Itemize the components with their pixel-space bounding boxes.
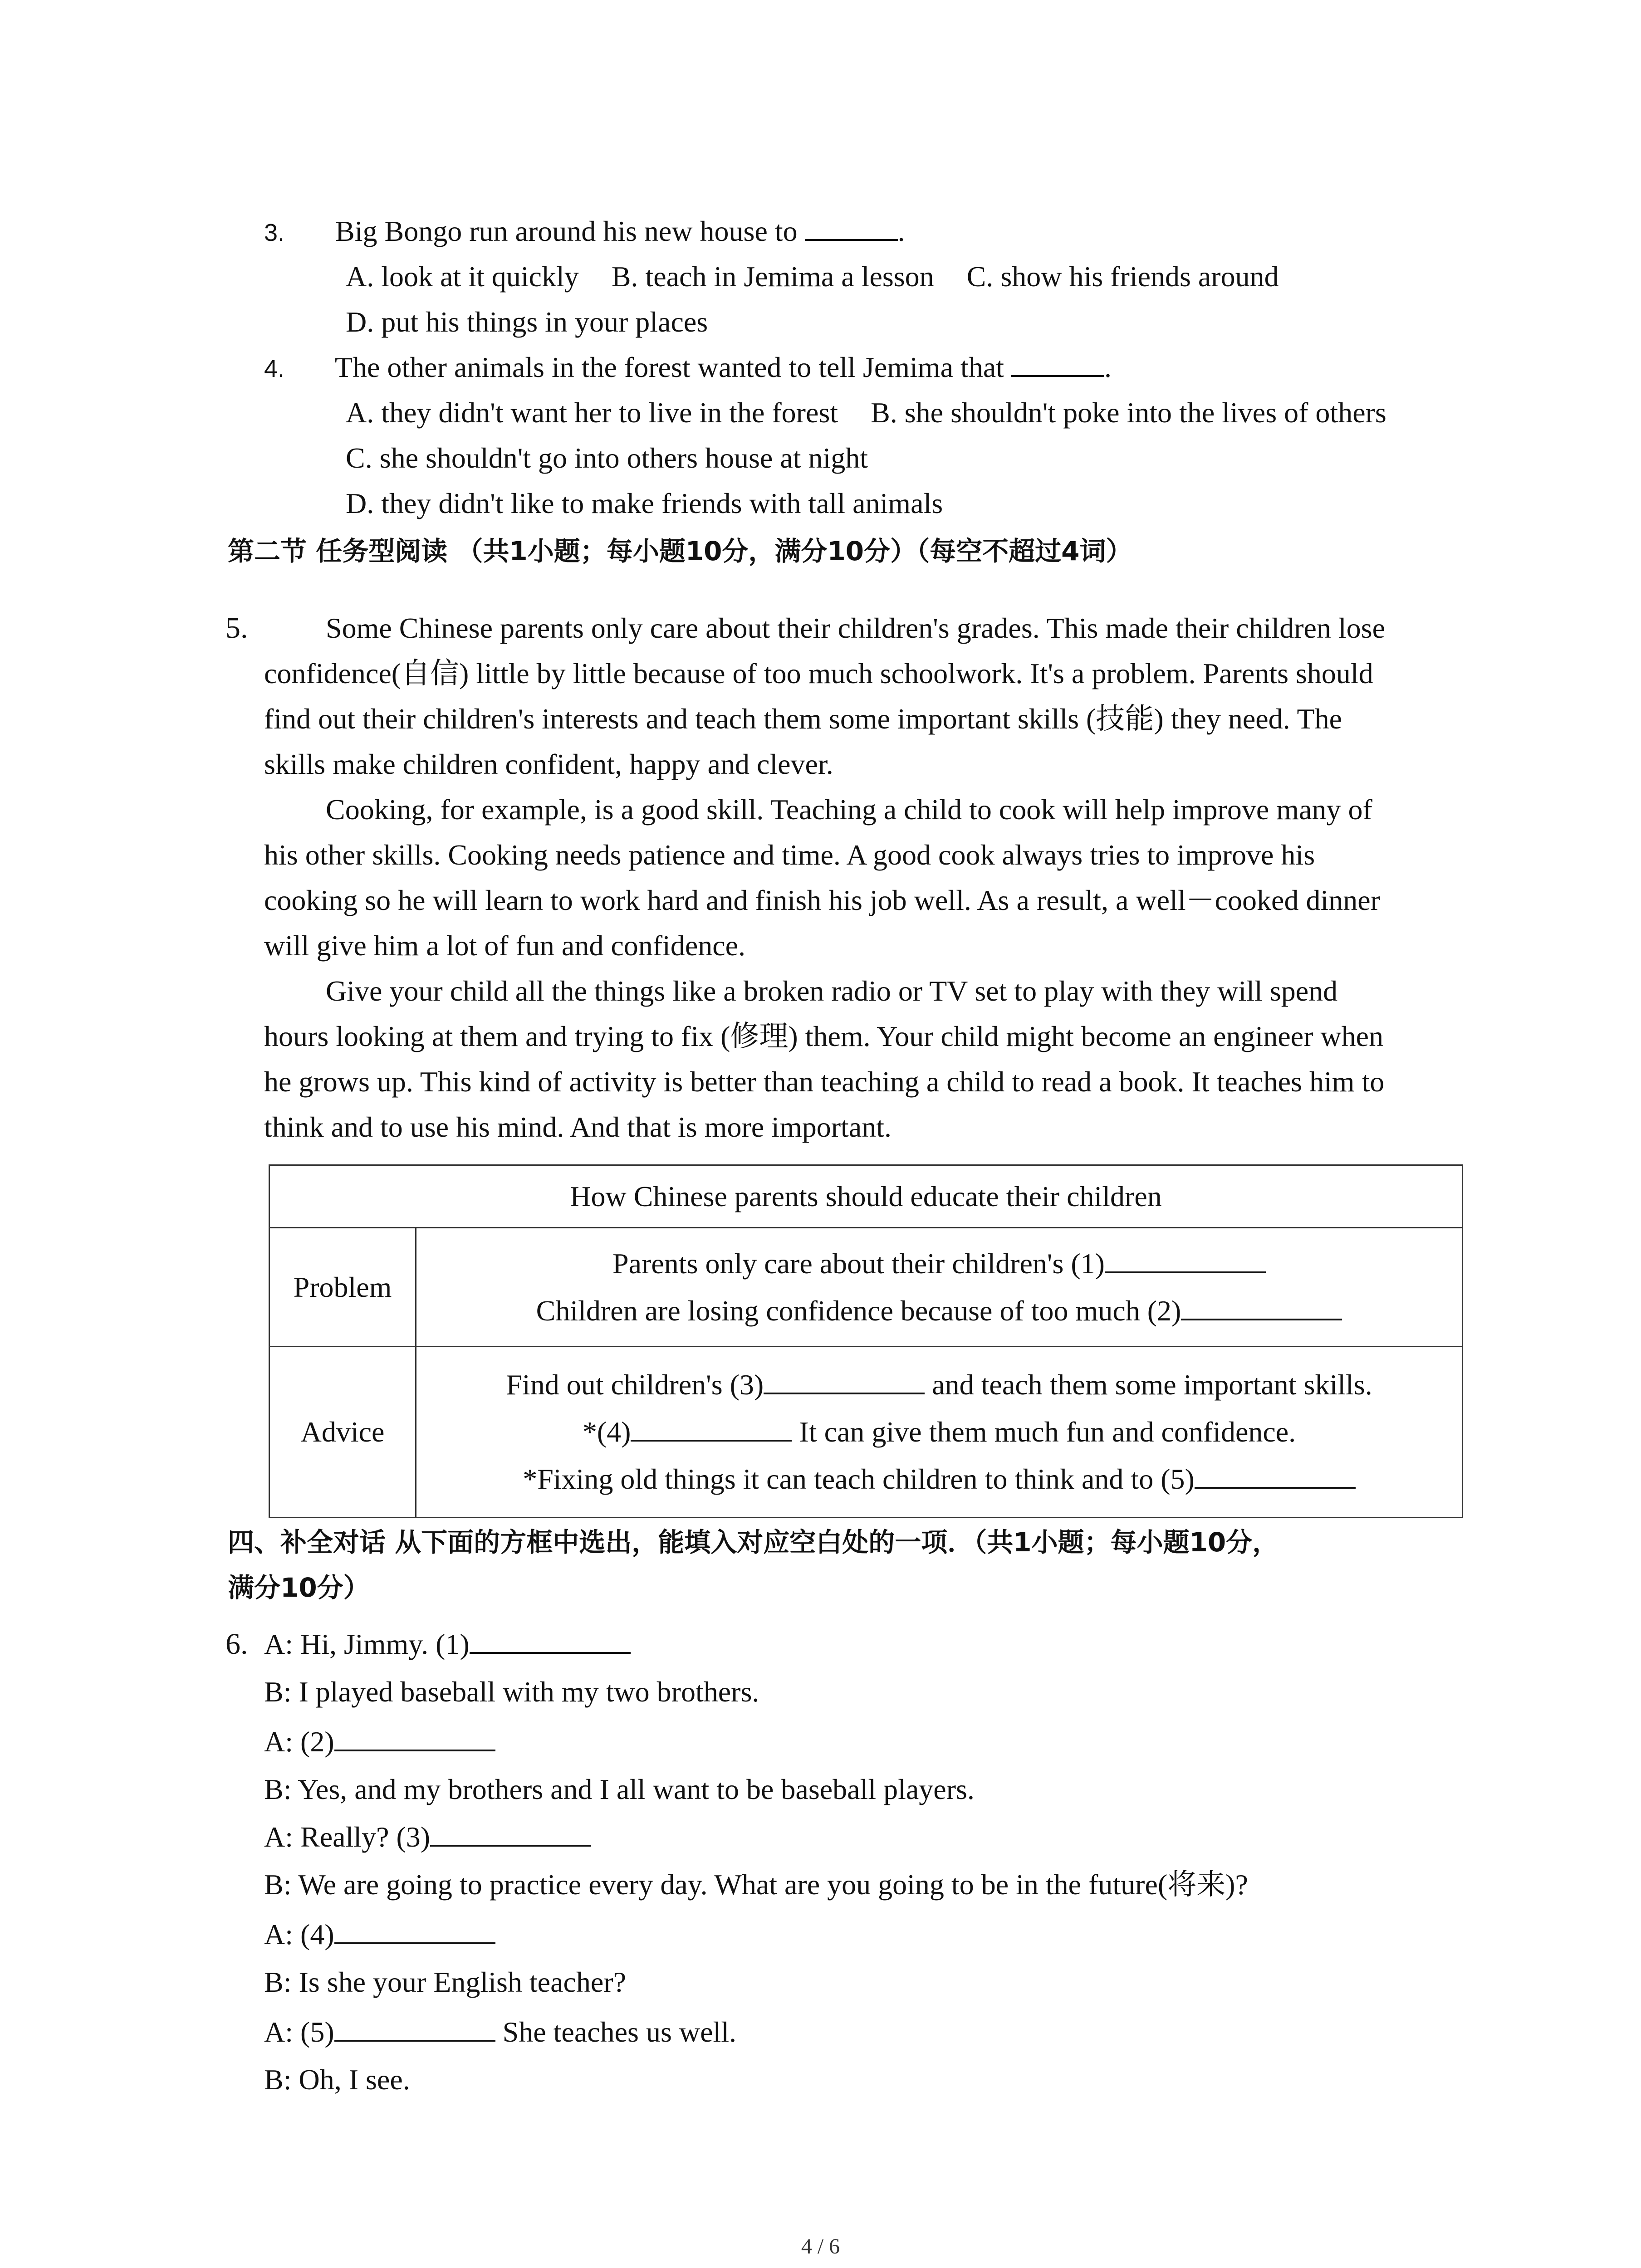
problem-text-2: Children are losing confidence because of too much (2) [536, 1294, 1181, 1327]
dialogue-text: A: (2) [264, 1725, 334, 1758]
passage-p2-line4: will give him a lot of fun and confidence. [264, 929, 746, 962]
table-row-label-advice: Advice [269, 1347, 416, 1518]
option-c: C. she shouldn't go into others house at night [346, 442, 868, 474]
option-a: A. look at it quickly [346, 260, 579, 293]
problem-line-1 [421, 1240, 1457, 1287]
dialogue-line-2: B: I played baseball with my two brothers. [264, 1676, 759, 1708]
answer-blank-5 [1195, 1461, 1356, 1489]
question-number: 4. [264, 355, 285, 382]
question-4-options-row1 [346, 390, 1386, 435]
advice-text-3: *Fixing old things it can teach children to think and to (5) [523, 1463, 1195, 1495]
punctuation: . [897, 215, 905, 247]
question-3-options-row1 [346, 254, 1279, 299]
section-4-heading-line2: 满分10分） [228, 1572, 370, 1603]
punctuation: . [1104, 351, 1112, 383]
dialogue-line-8: B: Is she your English teacher? [264, 1966, 626, 1998]
advice-line-2 [421, 1408, 1457, 1456]
question-3-stem [264, 209, 905, 255]
page-number: 4 / 6 [801, 2234, 840, 2258]
advice-text-2b: It can give them much fun and confidence. [792, 1416, 1296, 1448]
answer-blank-1 [1105, 1246, 1266, 1273]
question-number: 6. [225, 1628, 248, 1661]
passage-p3-line4: think and to use his mind. And that is more important. [264, 1111, 892, 1143]
advice-text-2a: *(4) [582, 1416, 631, 1448]
task-table [269, 1164, 1463, 1517]
option-d: D. put his things in your places [346, 306, 708, 338]
table-row-label-problem: Problem [269, 1228, 416, 1347]
dialogue-line-1 [264, 1622, 631, 1667]
dialogue-line-5 [264, 1814, 591, 1860]
dialogue-text: A: Really? (3) [264, 1821, 431, 1853]
dialogue-text: A: (5) [264, 2016, 334, 2048]
dialogue-line-9 [264, 2009, 736, 2055]
answer-blank-4 [334, 1917, 495, 1944]
advice-line-1 [421, 1361, 1457, 1408]
problem-text-1: Parents only care about their children's (1) [612, 1247, 1105, 1280]
passage-p2-line2: his other skills. Cooking needs patience and time. A good cook always tries to improve his [264, 839, 1315, 871]
answer-blank-1 [470, 1627, 631, 1654]
option-d: D. they didn't like to make friends with tall animals [346, 487, 943, 519]
question-3-options-row2 [346, 299, 708, 345]
passage-p3-line3: he grows up. This kind of activity is better than teaching a child to read a book. It teaches him to [264, 1066, 1385, 1098]
dialogue-text-after: She teaches us well. [495, 2016, 737, 2048]
question-6-number [225, 1622, 248, 1667]
answer-blank-2 [1181, 1293, 1342, 1320]
question-4-stem [264, 345, 1112, 391]
dialogue-line-4: B: Yes, and my brothers and I all want to be baseball players. [264, 1773, 975, 1805]
question-4-options-row2 [346, 435, 868, 481]
dialogue-line-3 [264, 1719, 495, 1765]
dialogue-line-10: B: Oh, I see. [264, 2063, 410, 2096]
passage-p3-line2: hours looking at them and trying to fix (修理) them. Your child might become an engineer when [264, 1020, 1384, 1052]
passage-p2-line3: cooking so he will learn to work hard and finish his job well. As a result, a well－cooked dinner [264, 884, 1380, 916]
option-c: C. show his friends around [966, 260, 1279, 293]
passage-p1-line4: skills make children confident, happy and clever. [264, 748, 833, 780]
answer-blank [1011, 350, 1104, 377]
question-text: Big Bongo run around his new house to [335, 215, 798, 247]
dialogue-text: A: Hi, Jimmy. (1) [264, 1628, 470, 1660]
passage-p2-line1: Cooking, for example, is a good skill. Teaching a child to cook will help improve many of [326, 793, 1372, 826]
table-cell-advice [416, 1347, 1463, 1518]
answer-blank [805, 214, 898, 241]
answer-blank-3 [430, 1819, 591, 1847]
answer-blank-4 [631, 1414, 792, 1442]
passage-p3-line1: Give your child all the things like a broken radio or TV set to play with they will spend [326, 975, 1338, 1007]
section-2-heading: 第二节 任务型阅读 （共1小题；每小题10分，满分10分）（每空不超过4词） [228, 536, 1132, 567]
passage-p1-line3: find out their children's interests and teach them some important skills (技能) they need. The [264, 703, 1342, 735]
advice-text-1b: and teach them some important skills. [925, 1369, 1372, 1401]
option-b: B. she shouldn't poke into the lives of others [871, 396, 1386, 429]
question-text: The other animals in the forest wanted to tell Jemima that [334, 351, 1004, 383]
dialogue-line-6: B: We are going to practice every day. What are you going to be in the future(将来)? [264, 1868, 1248, 1901]
advice-text-1a: Find out children's (3) [506, 1369, 764, 1401]
section-4-heading-line1: 四、补全对话 从下面的方框中选出，能填入对应空白处的一项．（共1小题；每小题10分， [228, 1527, 1279, 1558]
question-number: 3. [264, 219, 285, 246]
answer-blank-5 [334, 2014, 495, 2042]
passage-p1-line2: confidence(自信) little by little because of too much schoolwork. It's a problem. Parents should [264, 657, 1373, 689]
problem-line-2 [421, 1287, 1457, 1334]
option-b: B. teach in Jemima a lesson [611, 260, 934, 293]
passage-p1-line1: Some Chinese parents only care about their children's grades. This made their children lose [326, 612, 1385, 644]
answer-blank-3 [764, 1367, 925, 1394]
question-4-options-row3 [346, 481, 943, 526]
option-a: A. they didn't want her to live in the forest [346, 396, 838, 429]
table-title: How Chinese parents should educate their children [269, 1165, 1463, 1228]
dialogue-line-7 [264, 1912, 495, 1957]
dialogue-text: A: (4) [264, 1918, 334, 1950]
question-number: 5. [225, 611, 248, 645]
answer-blank-2 [334, 1724, 495, 1751]
question-5-number [225, 606, 248, 651]
advice-line-3 [421, 1456, 1457, 1503]
table-cell-problem [416, 1228, 1463, 1347]
